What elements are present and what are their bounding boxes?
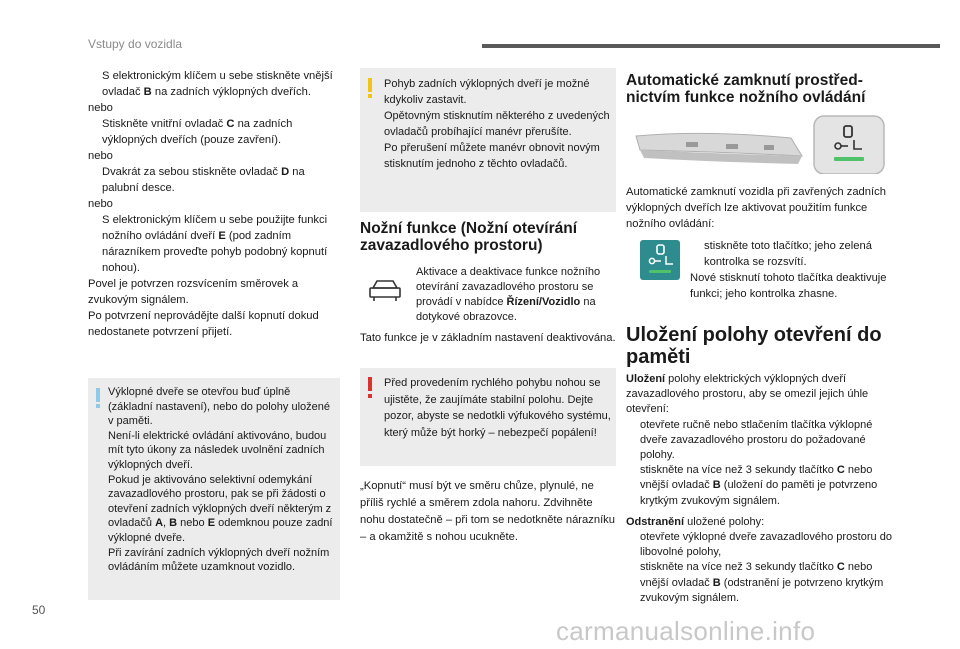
or-label: nebo — [88, 150, 113, 162]
or-label: nebo — [88, 102, 113, 114]
or-label: nebo — [88, 198, 113, 210]
page-number: 50 — [32, 603, 46, 617]
step-3: Dvakrát za sebou stiskněte ovladač D na palubní desce. — [102, 166, 305, 194]
auto-lock-text: Automatické zamknutí vozidla při zavřených zadních výklopných dveřích lze aktivovat použitím funkce nožního ovládání: — [626, 186, 886, 230]
save-section: Uložení polohy elektrických výklopných dveří zavazadlového prostoru, aby se omezil jejich úhle otevření: otevřete ručně nebo stlačením tlačítka výklopné dveře zavazadlového prostoru do požadované polohy. stiskněte na více než 3 sekundy tlačítko C nebo vnější ovladač B (uložení do paměti je potvrzeno krytkým zvukovým signálem. Odstranění uložené polohy: otevřete výklopné dveře zavazadlového prostoru do libovolné polohy, stiskněte na více než 3 sekundy tlačítko C nebo vnější ovladač B (odstranění je potvrzeno krytkým zvukovým signálem. — [626, 373, 892, 604]
default-setting-text: Tato funkce je v základním nastavení deaktivována. — [360, 332, 616, 344]
warning-box: Před provedením rychlého pohybu nohou se ujistěte, že zaujímáte stabilní polohu. Dejte pozor, abyste se nedotkli výfukového systému, který může být horký – nebezpečí popálení! — [360, 368, 616, 466]
step-2: Stiskněte vnitřní ovladač C na zadních výklopných dveřích (pouze zavření). — [102, 118, 293, 146]
section-title: Vstupy do vozidla — [88, 37, 183, 51]
step-4: S elektronickým klíčem u sebe použijte funkci nožního ovládání dveří E (pod zadním nárazníkem proveďte pohyb podobný kopnutí nohou). — [102, 214, 328, 274]
watermark: carmanualsonline.info — [556, 616, 816, 646]
button-instructions: stiskněte toto tlačítko; jeho zelená kontrolka se rozsvítí. Nové stisknutí tohoto tlačítka deaktivuje funkci; jeho kontrolka zhasne. — [690, 240, 887, 300]
foot-function-button[interactable] — [640, 240, 680, 280]
console-illustration — [626, 114, 886, 174]
warning-marker-icon — [368, 377, 372, 391]
info-box-stop: Pohyb zadních výklopných dveří je možné kdykoliv zastavit. Opětovným stisknutím některého z uvedených ovladačů probíhající manévr přerušíte. Po přerušení můžete manévr obnovit novým stisknutím jednoho z těchto ovladačů. — [360, 68, 616, 212]
info-marker-icon — [96, 388, 100, 402]
heading-foot-function: Nožní funkce (Nožní otevírání zavazadlového prostoru) — [360, 220, 578, 254]
column-1 — [88, 68, 340, 340]
header-bar — [482, 44, 940, 48]
kick-instruction: „Kopnutí“ musí být ve směru chůze, plynulé, ne příliš rychlé a směrem zdola nahoru. Zdvihněte nohu dostatečně – při tom se nedotkněte nárazníku – a okamžitě s nohou ucukněte. — [360, 480, 615, 543]
after-confirm-text: Po potvrzení neprovádějte další kopnutí dokud nedostanete potvrzení přijetí. — [88, 310, 319, 338]
car-settings-icon — [368, 278, 402, 304]
foot-lock-icon — [640, 240, 680, 280]
confirm-text: Povel je potvrzen rozsvícením směrovek a zvukovým signálem. — [88, 278, 299, 306]
heading-save-position: Uložení polohy otevření do paměti — [626, 324, 882, 368]
info-marker-icon — [368, 78, 372, 92]
foot-lock-icon — [828, 124, 870, 164]
heading-auto-lock: Automatické zamknutí prostřednictvím funkce nožního ovládání — [626, 72, 866, 106]
step-1: S elektronickým klíčem u sebe stiskněte vnější ovladač B na zadních výklopných dveřích. — [102, 70, 333, 98]
info-box-opening: Výklopné dveře se otevřou buď úplně (základní nastavení), nebo do polohy uložené v paměti. Není-li elektrické ovládání aktivováno, budou mít tyto úkony za následek uvolnění zadních výklopných dveří. Pokud je aktivováno selektivní odemykání zavazadlového prostoru, pak se při žádosti o otevření zadních výklopných dveří některým z ovladačů A, B nebo E odemknou pouze zadní výklopné dveře. Při zavírání zadních výklopných dveří nožním ovládáním můžete uzamknout vozidlo. — [88, 378, 340, 600]
